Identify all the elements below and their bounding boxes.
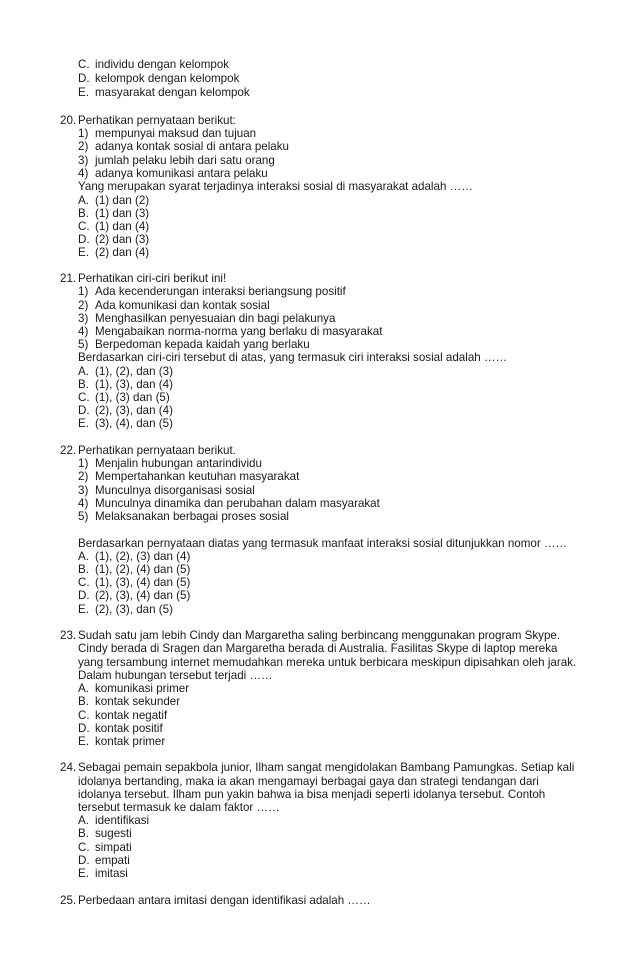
statement-line: 4) Mengabaikan norma-norma yang berlaku di masyarakat (78, 325, 383, 338)
question-25-stem: 25. Perbedaan antara imitasi dengan identifikasi adalah …… (60, 894, 371, 907)
option-line: C. simpati (78, 841, 132, 854)
statement-line: 1) Menjalin hubungan antarindividu (78, 457, 262, 470)
question-23-line: Cindy berada di Sragen dan Margaretha berada di Australia. Fasilitas Skype di laptop mereka (78, 642, 558, 655)
option-line: A. (1), (2), (3) dan (4) (78, 550, 191, 563)
option-line: E. masyarakat dengan kelompok (78, 86, 250, 99)
option-line: D. (2) dan (3) (78, 233, 150, 246)
option-line: B. (1), (2), (4) dan (5) (78, 563, 191, 576)
option-line: E. imitasi (78, 867, 128, 880)
option-line: E. (3), (4), dan (5) (78, 417, 173, 430)
option-line: E. (2), (3), dan (5) (78, 603, 173, 616)
question-21-text: Berdasarkan ciri-ciri tersebut di atas, yang termasuk ciri interaksi sosial adalah …… (78, 351, 508, 364)
option-line: B. (1), (3), dan (4) (78, 378, 173, 391)
option-line: D. kelompok dengan kelompok (78, 72, 240, 85)
statement-line: 3) Munculnya disorganisasi sosial (78, 484, 255, 497)
option-line: C. individu dengan kelompok (78, 58, 230, 71)
option-line: B. sugesti (78, 827, 132, 840)
question-22-text: Berdasarkan pernyataan diatas yang termasuk manfaat interaksi sosial ditunjukkan nomor …… (78, 537, 568, 550)
statement-line: 2) Ada komunikasi dan kontak sosial (78, 299, 270, 312)
statement-line: 5) Melaksanakan berbagai proses sosial (78, 510, 289, 523)
statement-line: 4) Munculnya dinamika dan perubahan dalam masyarakat (78, 497, 380, 510)
option-line: E. kontak primer (78, 735, 166, 748)
question-21-stem: 21. Perhatikan ciri-ciri berikut ini! (60, 272, 227, 285)
question-20-stem: 20. Perhatikan pernyataan berikut: (60, 114, 236, 127)
question-23-line: 23. Sudah satu jam lebih Cindy dan Margaretha saling berbincang menggunakan program Skype. (60, 629, 561, 642)
statement-line: 3) Menghasilkan penyesuaian din bagi pelakunya (78, 312, 336, 325)
option-line: E. (2) dan (4) (78, 246, 150, 259)
question-20-text: Yang merupakan syarat terjadinya interaksi sosial di masyarakat adalah …… (78, 180, 473, 193)
statement-line: 2) adanya kontak sosial di antara pelaku (78, 140, 290, 153)
statement-line: 4) adanya komunikasi antara pelaku (78, 167, 268, 180)
option-line: C. kontak negatif (78, 709, 168, 722)
question-22-stem: 22. Perhatikan pernyataan berikut. (60, 444, 236, 457)
option-line: A. komunikasi primer (78, 682, 190, 695)
option-line: D. (2), (3), (4) dan (5) (78, 589, 191, 602)
option-line: B. kontak sekunder (78, 695, 181, 708)
option-line: A. (1) dan (2) (78, 194, 150, 207)
statement-line: 1) Ada kecenderungan interaksi beriangsung positif (78, 285, 346, 298)
statement-line: 1) mempunyai maksud dan tujuan (78, 127, 257, 140)
option-line: A. (1), (2), dan (3) (78, 365, 173, 378)
option-line: C. (1), (3) dan (5) (78, 391, 170, 404)
option-line: A. identifikasi (78, 814, 150, 827)
option-line: B. (1) dan (3) (78, 207, 150, 220)
question-24-line: 24. Sebagai pemain sepakbola junior, Ilham sangat mengidolakan Bambang Pamungkas. Setiap kali (60, 761, 575, 774)
option-line: D. empati (78, 854, 130, 867)
option-line: C. (1) dan (4) (78, 220, 150, 233)
option-line: D. (2), (3), dan (4) (78, 404, 173, 417)
question-24-line: idolanya bertanding, maka ia akan mengamayi berbagai gaya dan strategi tendangan dari (78, 775, 539, 788)
statement-line: 5) Berpedoman kepada kaidah yang berlaku (78, 338, 310, 351)
question-23-line: Dalam hubungan tersebut terjadi …… (78, 669, 273, 682)
option-line: C. (1), (3), (4) dan (5) (78, 576, 191, 589)
question-24-line: tersebut termasuk ke dalam faktor …… (78, 801, 280, 814)
statement-line: 2) Mempertahankan keutuhan masyarakat (78, 470, 300, 483)
question-23-line: yang tersambung internet memudahkan mereka untuk berbicara meskipun dipisahkan oleh jarak. (78, 656, 577, 669)
statement-line: 3) jumlah pelaku lebih dari satu orang (78, 154, 275, 167)
option-line: D. kontak positif (78, 722, 163, 735)
question-24-line: idolanya tersebut. Ilham pun yakin bahwa ia bisa menjadi seperti idolanya tersebut. Contoh (78, 788, 546, 801)
